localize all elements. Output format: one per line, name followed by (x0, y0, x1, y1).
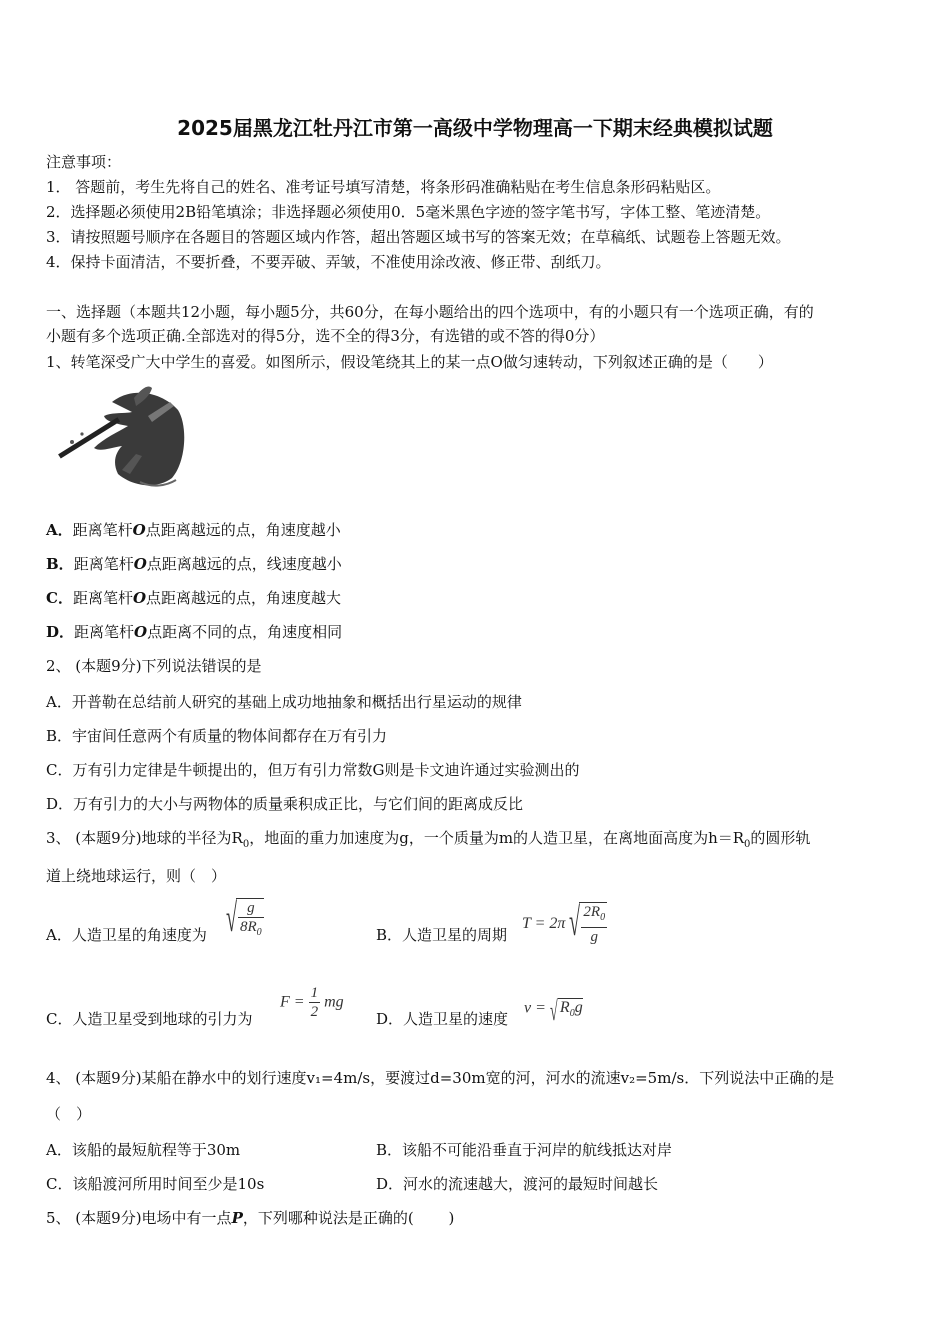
q4-option-a[interactable]: A．该船的最短航程等于30m (46, 1141, 241, 1159)
q3-formula-c: F = $\frac{1}{2}$ mg (280, 985, 344, 1020)
notice-item: 1． 答题前，考生先将自己的姓名、准考证号填写清楚，将条形码准确粘贴在考生信息条形码粘贴区。 (46, 178, 721, 196)
q2-option-b[interactable]: B．宇宙间任意两个有质量的物体间都存在万有引力 (46, 727, 388, 745)
hand-pen-illustration (52, 382, 190, 494)
q3-option-d[interactable]: D．人造卫星的速度 (376, 1010, 509, 1028)
q2-option-a[interactable]: A．开普勒在总结前人研究的基础上成功地抽象和概括出行星运动的规律 (46, 693, 522, 711)
q1-option-a[interactable]: A．距离笔杆O点距离越远的点，角速度越小 (46, 521, 341, 539)
q3-option-a[interactable]: A．人造卫星的角速度为 (46, 926, 207, 944)
q1-option-d[interactable]: D．距离笔杆O点距离不同的点，角速度相同 (46, 623, 343, 641)
q3-formula-b: T = 2π √ $\frac{2R_0}{g}$ (522, 899, 606, 945)
q3-stem-line1: 3、 (本题9分)地球的半径为$R_0$，地面的重力加速度为g，一个质量为m的人造卫星，在离地面高度为$h=R_0$的圆形轨 (46, 829, 811, 850)
q3-formula-d: v = √ $R_0g$ (524, 996, 583, 1027)
q1-option-c[interactable]: C．距离笔杆O点距离越远的点，角速度越大 (46, 589, 342, 607)
section-instructions-line1: 一、选择题（本题共12小题，每小题5分，共60分，在每小题给出的四个选项中，有的小题只有一个选项正确，有的 (46, 303, 814, 321)
q4-stem-line1: 4、 (本题9分)某船在静水中的划行速度v₁=4m/s，要渡过d=30m宽的河，河水的流速v₂=5m/s．下列说法中正确的是 (46, 1069, 835, 1087)
q4-option-c[interactable]: C．该船渡河所用时间至少是10s (46, 1175, 265, 1193)
option-label: B． (46, 555, 74, 573)
q2-stem: 2、 (本题9分)下列说法错误的是 (46, 657, 262, 675)
notice-item: 2．选择题必须使用2B铅笔填涂；非选择题必须使用0．5毫米黑色字迹的签字笔书写，字体工整、笔迹清楚。 (46, 203, 771, 221)
q1-stem: 1、转笔深受广大中学生的喜爱。如图所示，假设笔绕其上的某一点O做匀速转动，下列叙述正确的是（ ） (46, 353, 773, 371)
q4-option-d[interactable]: D．河水的流速越大，渡河的最短时间越长 (376, 1175, 659, 1193)
q1-option-b[interactable]: B．距离笔杆O点距离越远的点，线速度越小 (46, 555, 342, 573)
q3-formula-a: √ $\frac{g}{8R_0}$ (226, 895, 262, 940)
notice-item: 3．请按照题号顺序在各题目的答题区域内作答，超出答题区域书写的答案无效；在草稿纸、试题卷上答题无效。 (46, 228, 791, 246)
q2-option-c[interactable]: C．万有引力定律是牛顿提出的，但万有引力常数G则是卡文迪许通过实验测出的 (46, 761, 580, 779)
notice-heading: 注意事项： (46, 153, 122, 171)
option-label: C． (46, 589, 73, 607)
q3-option-b[interactable]: B．人造卫星的周期 (376, 926, 508, 944)
notice-item: 4．保持卡面清洁，不要折叠，不要弄破、弄皱，不准使用涂改液、修正带、刮纸刀。 (46, 253, 611, 271)
option-label: D． (46, 623, 75, 641)
q2-option-d[interactable]: D．万有引力的大小与两物体的质量乘积成正比，与它们间的距离成反比 (46, 795, 524, 813)
q3-option-c[interactable]: C．人造卫星受到地球的引力为 (46, 1010, 253, 1028)
q4-stem-line2: （ ） (46, 1105, 92, 1123)
section-instructions-line2: 小题有多个选项正确.全部选对的得5分，选不全的得3分，有选错的或不答的得0分） (46, 327, 605, 345)
q5-stem: 5、 (本题9分)电场中有一点P，下列哪种说法是正确的( ) (46, 1209, 455, 1227)
option-label: A． (46, 521, 73, 539)
q3-stem-line2: 道上绕地球运行，则（ ） (46, 867, 227, 885)
q4-option-b[interactable]: B．该船不可能沿垂直于河岸的航线抵达对岸 (376, 1141, 673, 1159)
page-title: 2025届黑龙江牡丹江市第一高级中学物理高一下期末经典模拟试题 (177, 116, 773, 140)
